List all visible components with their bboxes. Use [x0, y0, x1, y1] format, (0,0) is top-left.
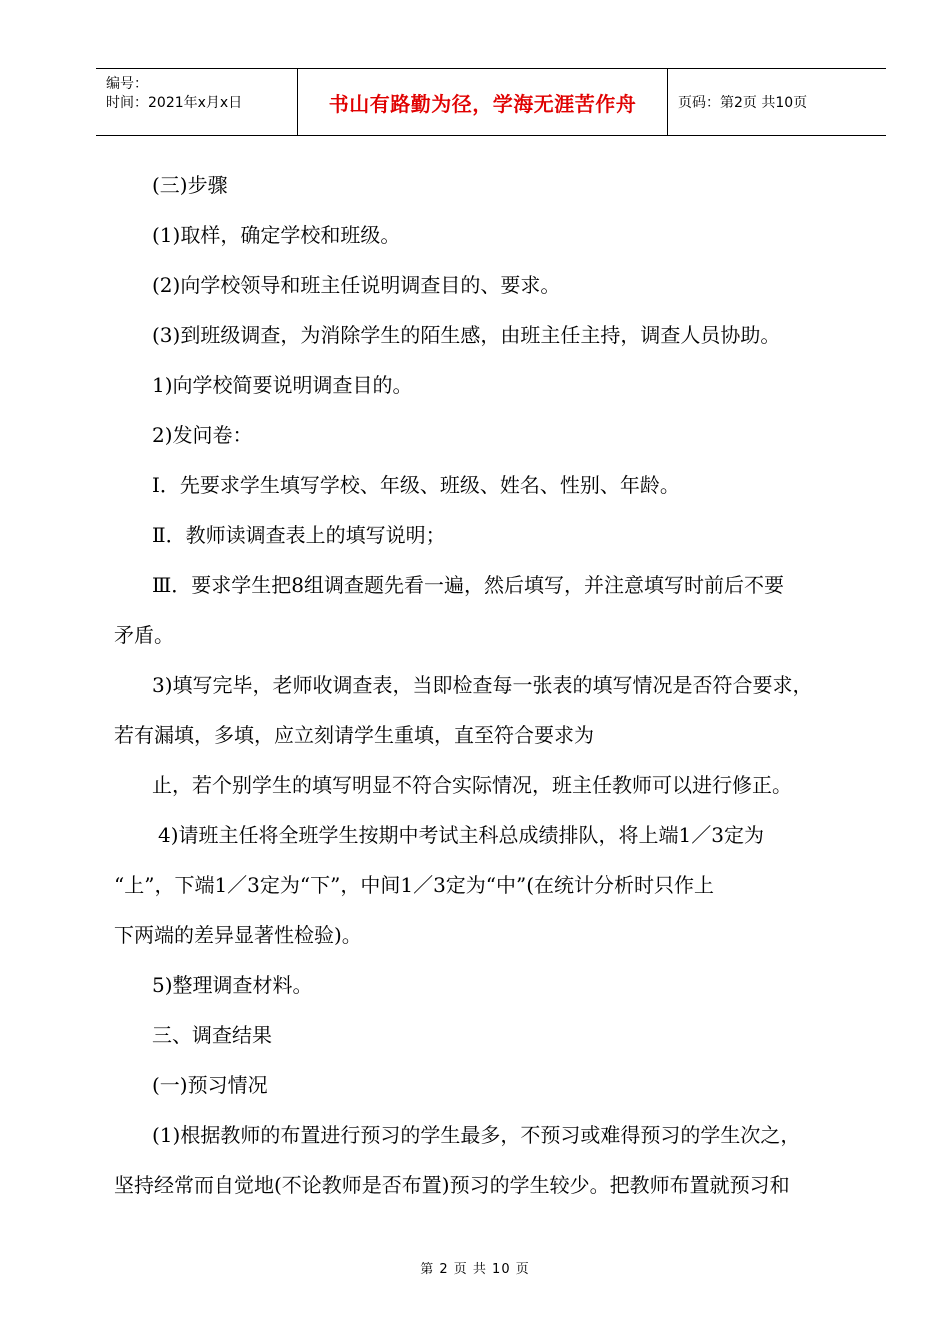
substep-1: 1)向学校简要说明调查目的。: [152, 373, 413, 397]
item-iii-line1: Ⅲ．要求学生把8组调查题先看一遍，然后填写，并注意填写时前后不要: [152, 573, 785, 597]
substep-4-line3: 下两端的差异显著性检验)。: [114, 923, 362, 947]
item-ii: Ⅱ．教师读调查表上的填写说明；: [152, 523, 446, 547]
result-1-line2: 坚持经常而自觉地(不论教师是否布置)预习的学生较少。把教师布置就预习和: [114, 1173, 790, 1197]
header-page-info: [668, 69, 886, 135]
section-heading-results: 三、调查结果: [152, 1023, 272, 1047]
time-label: 时间：2021年x月x日: [106, 95, 243, 111]
step-2: (2)向学校领导和班主任说明调查目的、要求。: [152, 273, 561, 297]
step-1: (1)取样，确定学校和班级。: [152, 223, 401, 247]
substep-4-line1: 4)请班主任将全班学生按期中考试主科总成绩排队，将上端1／3定为: [158, 823, 764, 847]
item-iii-line2: 矛盾。: [114, 623, 174, 647]
substep-4-line2: “上”，下端1／3定为“下”，中间1／3定为“中”(在统计分析时只作上: [114, 873, 715, 897]
header-meta: [96, 69, 298, 135]
substep-3-line2: 若有漏填，多填，应立刻请学生重填，直至符合要求为: [114, 723, 594, 747]
item-i: I．先要求学生填写学校、年级、班级、姓名、性别、年龄。: [152, 473, 680, 497]
subsection-heading-preview: (一)预习情况: [152, 1073, 268, 1097]
page-info-text: 页码：第2页 共10页: [678, 95, 808, 111]
page-header: [96, 68, 886, 136]
result-1-line1: (1)根据教师的布置进行预习的学生最多，不预习或难得预习的学生次之，: [152, 1123, 801, 1147]
substep-3-line3: 止，若个别学生的填写明显不符合实际情况，班主任教师可以进行修正。: [152, 773, 792, 797]
substep-3-line1: 3)填写完毕，老师收调查表，当即检查每一张表的填写情况是否符合要求，: [152, 673, 813, 697]
page-footer: 第 2 页 共 10 页: [420, 1262, 530, 1277]
step-3: (3)到班级调查，为消除学生的陌生感，由班主任主持，调查人员协助。: [152, 323, 781, 347]
number-label: 编号：: [106, 76, 148, 92]
substep-5: 5)整理调查材料。: [152, 973, 313, 997]
header-motto: 书山有路勤为径，学海无涯苦作舟: [298, 69, 668, 135]
step-heading: (三)步骤: [152, 173, 228, 197]
substep-2: 2)发问卷：: [152, 423, 253, 447]
